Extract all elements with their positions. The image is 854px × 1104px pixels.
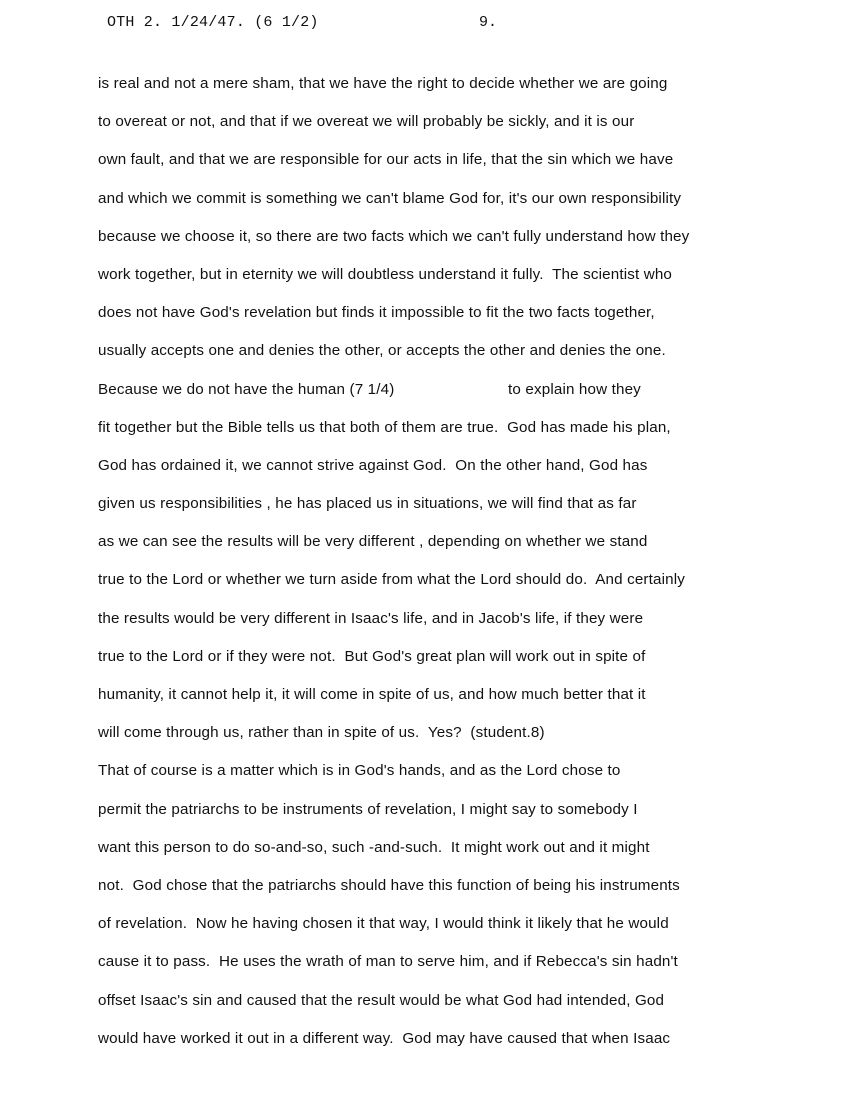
text-line: That of course is a matter which is in God's hands, and as the Lord chose to bbox=[98, 762, 621, 780]
text-line: is real and not a mere sham, that we have the right to decide whether we are going bbox=[98, 75, 668, 92]
text-line: usually accepts one and denies the other, or accepts the other and denies the one. bbox=[98, 342, 666, 360]
page-number: 9. bbox=[479, 14, 498, 31]
text-line: would have worked it out in a different way. God may have caused that when Isaac bbox=[98, 1029, 671, 1047]
text-line: given us responsibilities , he has placed us in situations, we will find that as far bbox=[98, 495, 637, 513]
text-line: true to the Lord or whether we turn aside from what the Lord should do. And certainly bbox=[98, 571, 685, 589]
text-line: want this person to do so-and-so, such -and-such. It might work out and it might bbox=[98, 838, 650, 856]
text-line: of revelation. Now he having chosen it that way, I would think it likely that he would bbox=[98, 915, 669, 933]
body-text bbox=[98, 72, 828, 1065]
text-line: to overeat or not, and that if we overeat we will probably be sickly, and it is our bbox=[98, 113, 635, 131]
text-line: fit together but the Bible tells us that both of them are true. God has made his plan, bbox=[98, 418, 671, 436]
document-reference: OTH 2. 1/24/47. (6 1/2) bbox=[107, 14, 319, 31]
text-line: as we can see the results will be very different , depending on whether we stand bbox=[98, 533, 648, 551]
text-line: cause it to pass. He uses the wrath of man to serve him, and if Rebecca's sin hadn't bbox=[98, 953, 678, 971]
text-line: not. God chose that the patriarchs should have this function of being his instruments bbox=[98, 876, 680, 894]
text-line: does not have God's revelation but finds it impossible to fit the two facts together, bbox=[98, 304, 655, 322]
text-line: Because we do not have the human (7 1/4) to explain how they bbox=[98, 380, 641, 398]
text-line: will come through us, rather than in spite of us. Yes? (student.8) bbox=[98, 724, 545, 742]
text-line: God has ordained it, we cannot strive against God. On the other hand, God has bbox=[98, 456, 648, 474]
text-line: work together, but in eternity we will doubtless understand it fully. The scientist who bbox=[98, 265, 673, 283]
text-line: because we choose it, so there are two facts which we can't fully understand how they bbox=[98, 227, 690, 245]
text-line: and which we commit is something we can't blame God for, it's our own responsibility bbox=[98, 189, 682, 207]
text-line: offset Isaac's sin and caused that the result would be what God had intended, God bbox=[98, 991, 665, 1009]
text-line: true to the Lord or if they were not. But God's great plan will work out in spite of bbox=[98, 647, 646, 665]
text-line: humanity, it cannot help it, it will come in spite of us, and how much better that it bbox=[98, 686, 646, 703]
text-line: the results would be very different in Isaac's life, and in Jacob's life, if they were bbox=[98, 609, 644, 627]
text-line: own fault, and that we are responsible for our acts in life, that the sin which we have bbox=[98, 151, 674, 169]
text-line: permit the patriarchs to be instruments of revelation, I might say to somebody I bbox=[98, 800, 638, 818]
